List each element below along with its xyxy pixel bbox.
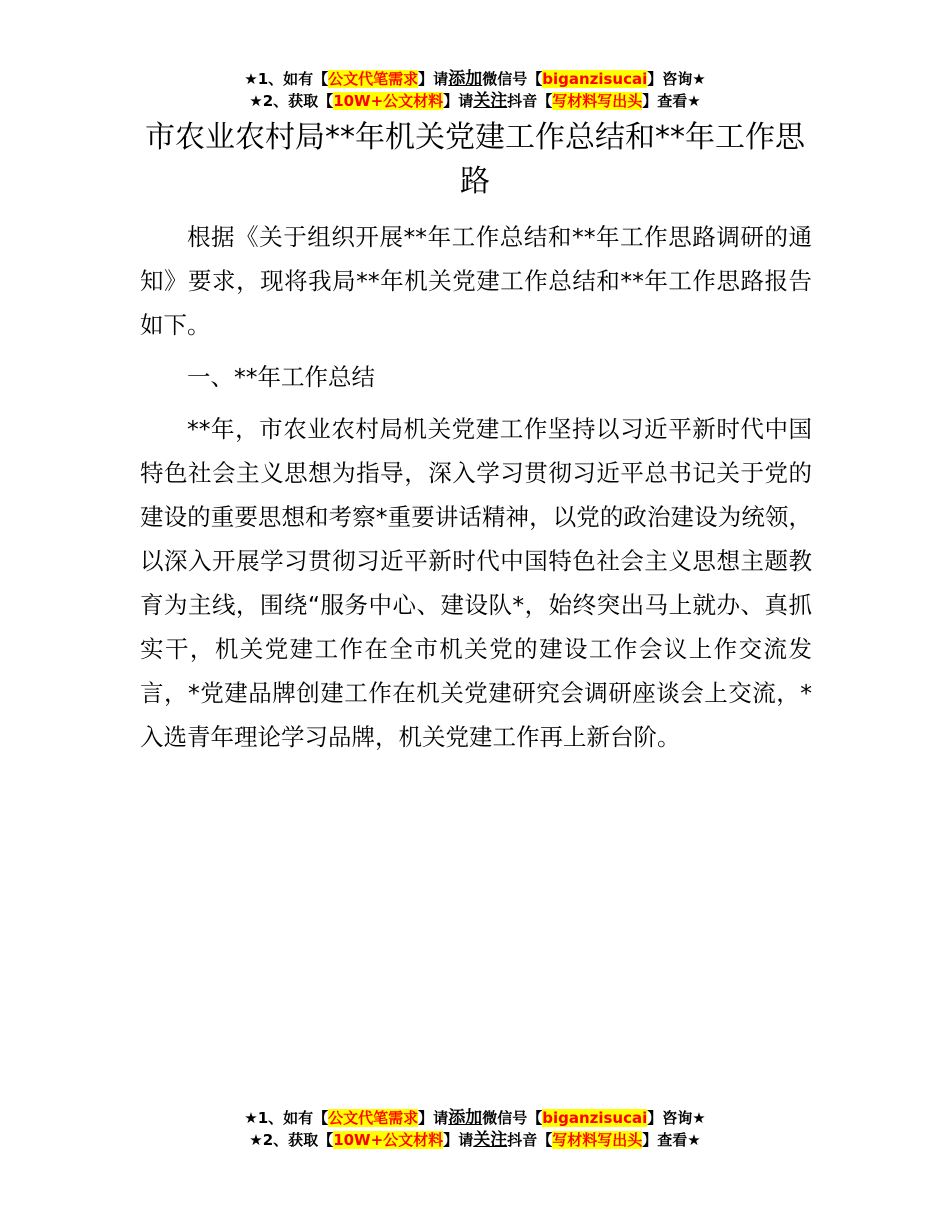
header-banner <box>0 68 950 112</box>
banner-line-1 <box>0 68 950 90</box>
banner-underline: 添加 <box>448 1108 483 1128</box>
banner-underline: 关注 <box>473 91 508 111</box>
banner-text: 】咨询★ <box>647 1109 706 1127</box>
banner-underline: 添加 <box>448 69 483 89</box>
banner-text: 】请 <box>443 1131 474 1149</box>
banner-text: ★2、获取【 <box>249 1131 334 1149</box>
banner-text: 】请 <box>443 92 474 110</box>
banner-wechat-id: biganzisucai <box>542 70 648 88</box>
section-heading: 一、**年工作总结 <box>187 363 375 391</box>
banner-text: 】查看★ <box>642 92 701 110</box>
banner-text: ★1、如有【 <box>244 1109 329 1127</box>
banner-text: 抖音【 <box>507 92 553 110</box>
paragraph-summary: **年，市农业农村局机关党建工作坚持以习近平新时代中国特色社会主义思想为指导，深入学习贯彻习近平总书记关于党的建设的重要思想和考察*重要讲话精神，以党的政治建设为统领，以深入开展学习贯彻习近平新时代中国特色社会主义思想主题教育为主线，围绕“服务中心、建设队*，始终突出马上就办、真抓实干，机关党建工作在全市机关党的建设工作会议上作交流发言，*党建品牌创建工作在机关党建研究会调研座谈会上交流，*入选青年理论学习品牌，机关党建工作再上新台阶。 <box>140 415 812 751</box>
banner-douyin-name: 写材料写出头 <box>552 1131 643 1149</box>
banner-text: 】查看★ <box>642 1131 701 1149</box>
banner-text: 】请 <box>418 1109 449 1127</box>
banner-text: 微信号【 <box>482 70 543 88</box>
document-title: 市农业农村局**年机关党建工作总结和**年工作思路 <box>145 120 805 199</box>
banner-text: 微信号【 <box>482 1109 543 1127</box>
banner-line-1 <box>0 1107 950 1129</box>
banner-line-2 <box>0 1129 950 1151</box>
banner-text: 】请 <box>418 70 449 88</box>
document-body <box>140 215 812 767</box>
banner-underline: 关注 <box>473 1130 508 1150</box>
banner-highlight: 10W+公文材料 <box>333 92 444 110</box>
paragraph-intro: 根据《关于组织开展**年工作总结和**年工作思路调研的通知》要求，现将我局**年机关党建工作总结和**年工作思路报告如下。 <box>140 223 812 339</box>
banner-highlight: 公文代笔需求 <box>328 70 419 88</box>
banner-line-2 <box>0 90 950 112</box>
footer-banner <box>0 1107 950 1151</box>
banner-text: 】咨询★ <box>647 70 706 88</box>
banner-douyin-name: 写材料写出头 <box>552 92 643 110</box>
banner-wechat-id: biganzisucai <box>542 1109 648 1127</box>
banner-text: ★2、获取【 <box>249 92 334 110</box>
banner-text: ★1、如有【 <box>244 70 329 88</box>
banner-highlight: 10W+公文材料 <box>333 1131 444 1149</box>
banner-highlight: 公文代笔需求 <box>328 1109 419 1127</box>
banner-text: 抖音【 <box>507 1131 553 1149</box>
